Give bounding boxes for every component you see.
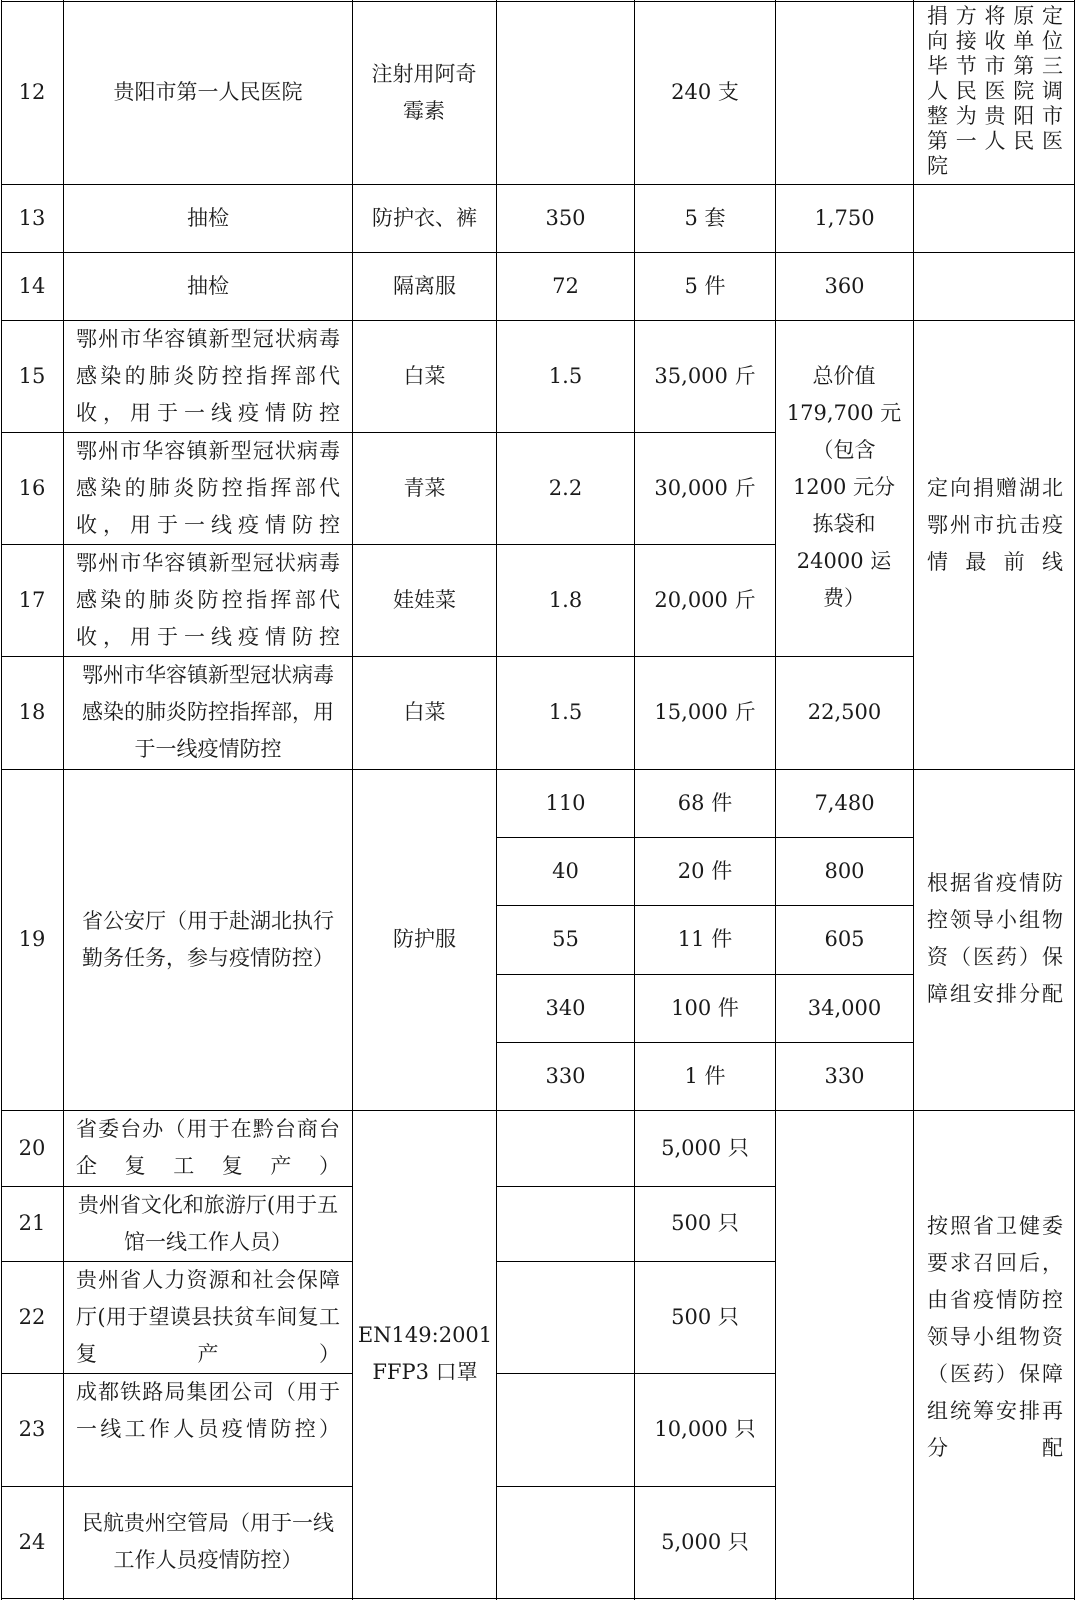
- note-line: 第一人民医: [927, 129, 1063, 153]
- qty-cell: 5,000 只: [661, 1135, 749, 1160]
- qty-cell: 5 件: [684, 273, 726, 298]
- recipient-cell: 民航贵州空管局（用于一线工作人员疫情防控）: [82, 1511, 334, 1572]
- recipient-cell: 鄂州市华容镇新型冠状病毒感染的肺炎防控指挥部代收，用于一线疫情防控: [76, 327, 340, 425]
- qty-cell: 20 件: [677, 858, 733, 883]
- item-cell: 白菜: [403, 363, 446, 388]
- border-right: [1074, 0, 1075, 1600]
- price-cell: 330: [545, 1063, 586, 1088]
- border-v6: [913, 0, 914, 1600]
- item-cell: 白菜: [403, 700, 446, 724]
- note-line: 向接收单位: [927, 29, 1063, 53]
- qty-cell: 11 件: [677, 927, 733, 951]
- note-cell-r19: 根据省疫情防控领导小组物资（医药）保障组安排分配: [927, 871, 1063, 1006]
- price-cell: 40: [552, 858, 579, 883]
- row-number: 22: [18, 1304, 46, 1329]
- note-line: 人民医院调: [927, 79, 1063, 103]
- note-line: 毕节市第三: [927, 54, 1063, 78]
- group-total-value: 总价值 179,700 元（包含 1200 元分拣袋和 24000 运费）: [786, 364, 902, 610]
- row-number: 17: [18, 587, 46, 612]
- recipient-cell: 省委台办（用于在黔台商台企复工复产）: [76, 1117, 340, 1178]
- amount-cell: 330: [824, 1063, 865, 1088]
- price-cell: 2.2: [548, 475, 583, 500]
- row-number: 16: [18, 475, 46, 500]
- row-number: 21: [18, 1211, 46, 1235]
- note-line: 院: [927, 154, 948, 178]
- recipient-cell: 鄂州市华容镇新型冠状病毒感染的肺炎防控指挥部代收，用于一线疫情防控: [76, 439, 340, 537]
- amount-cell: 800: [824, 858, 865, 883]
- recipient-cell: 抽检: [187, 205, 229, 230]
- row-number: 19: [18, 927, 46, 951]
- row-number: 12: [18, 80, 46, 104]
- qty-cell: 10,000 只: [654, 1417, 756, 1441]
- recipient-cell: 鄂州市华容镇新型冠状病毒感染的肺炎防控指挥部，用于一线疫情防控: [82, 663, 334, 761]
- item-cell: 防护衣、裤: [372, 205, 477, 230]
- row-number: 20: [18, 1135, 46, 1160]
- note-cell-r20-24: 按照省卫健委要求召回后，由省疫情防控领导小组物资（医药）保障组统筹安排再分配: [927, 1214, 1063, 1460]
- qty-cell: 5 套: [684, 205, 726, 230]
- item-cell: 青菜: [403, 475, 446, 500]
- row-number: 13: [18, 205, 46, 230]
- amount-cell: 7,480: [814, 790, 875, 815]
- price-cell: 340: [545, 995, 586, 1020]
- amount-cell: 605: [824, 927, 865, 951]
- recipient-cell: 抽检: [187, 273, 229, 298]
- price-cell: 1.5: [548, 700, 583, 724]
- qty-cell: 20,000 斤: [654, 587, 756, 612]
- note-cell-r15-18: 定向捐赠湖北鄂州市抗击疫情最前线: [927, 476, 1063, 574]
- item-cell: 娃娃菜: [393, 587, 456, 612]
- recipient-cell: 鄂州市华容镇新型冠状病毒感染的肺炎防控指挥部代收，用于一线疫情防控: [76, 551, 340, 649]
- price-cell: 55: [552, 927, 579, 951]
- qty-cell: 15,000 斤: [654, 700, 756, 724]
- qty-cell: 30,000 斤: [654, 475, 756, 500]
- note-line: 捐方将原定: [927, 4, 1063, 28]
- row-number: 23: [18, 1417, 46, 1441]
- price-cell: 72: [552, 273, 579, 298]
- row-number: 15: [18, 363, 46, 388]
- amount-cell: 34,000: [807, 995, 882, 1020]
- amount-cell: 1,750: [814, 205, 875, 230]
- recipient-cell: 贵州省文化和旅游厅(用于五馆一线工作人员）: [77, 1192, 339, 1254]
- qty-cell: 1 件: [684, 1063, 726, 1088]
- qty-cell: 240 支: [671, 80, 739, 104]
- item-cell: 防护服: [393, 927, 456, 951]
- row-number: 24: [18, 1529, 46, 1554]
- item-cell: 注射用阿奇霉素: [371, 61, 477, 123]
- qty-cell: 68 件: [677, 790, 733, 815]
- recipient-cell: 成都铁路局集团公司（用于一线工作人员疫情防控）: [76, 1380, 340, 1441]
- qty-cell: 500 只: [671, 1304, 739, 1329]
- qty-cell: 100 件: [671, 995, 739, 1020]
- row-number: 18: [18, 700, 46, 724]
- recipient-cell: 贵州省人力资源和社会保障厅(用于望谟县扶贫车间复工复产）: [76, 1268, 340, 1366]
- price-cell: 110: [545, 790, 586, 815]
- row-number: 14: [18, 273, 46, 298]
- price-cell: 1.5: [548, 363, 583, 388]
- note-line: 整为贵阳市: [927, 104, 1063, 128]
- border-bottom: [1, 1598, 1075, 1599]
- item-cell: 隔离服: [393, 273, 456, 298]
- qty-cell: 35,000 斤: [654, 363, 756, 388]
- recipient-cell: 贵阳市第一人民医院: [113, 80, 303, 104]
- note-cell-r12: [927, 4, 1063, 179]
- qty-cell: 5,000 只: [661, 1529, 749, 1554]
- price-cell: 350: [545, 205, 586, 230]
- item-cell-mask: EN149:2001 FFP3 口罩: [357, 1323, 493, 1384]
- price-cell: 1.8: [548, 587, 583, 612]
- amount-cell: 360: [824, 273, 865, 298]
- qty-cell: 500 只: [671, 1211, 739, 1235]
- recipient-cell: 省公安厅（用于赴湖北执行勤务任务，参与疫情防控）: [82, 908, 334, 970]
- amount-cell: 22,500: [807, 700, 882, 724]
